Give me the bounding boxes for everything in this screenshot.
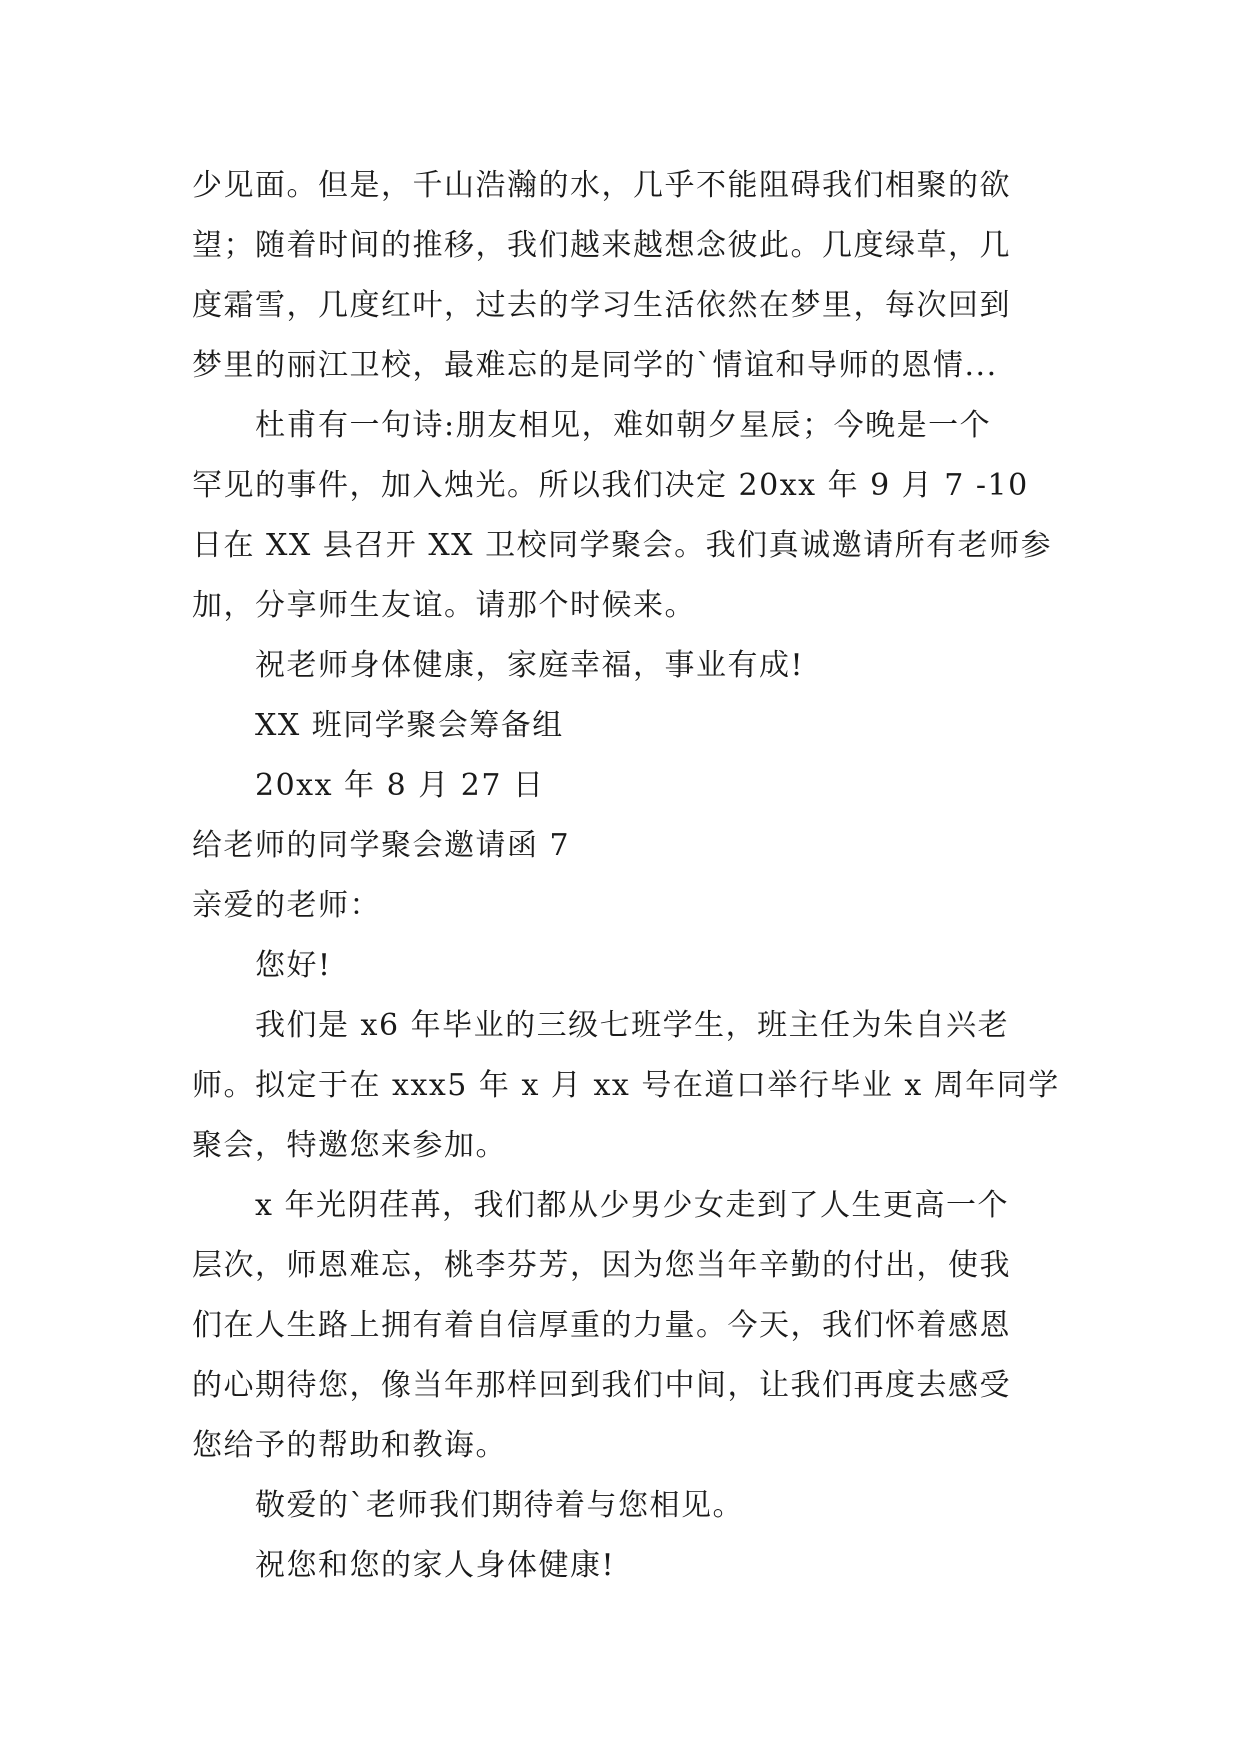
signature-date: 20xx 年 8 月 27 日 xyxy=(255,768,545,803)
closing-wish: 祝您和您的家人身体健康! xyxy=(255,1548,616,1583)
paragraph-line: 的心期待您，像当年那样回到我们中间，让我们再度去感受 xyxy=(192,1368,1011,1403)
paragraph-line: 罕见的事件，加入烛光。所以我们决定 20xx 年 9 月 7 -10 xyxy=(192,468,1029,503)
paragraph-line: 您给予的帮助和教诲。 xyxy=(192,1428,507,1463)
paragraph-line: 聚会，特邀您来参加。 xyxy=(192,1128,507,1163)
paragraph-line: 梦里的丽江卫校，最难忘的是同学的`情谊和导师的恩情... xyxy=(192,348,998,383)
paragraph-line: 日在 XX 县召开 XX 卫校同学聚会。我们真诚邀请所有老师参 xyxy=(192,528,1053,563)
paragraph-line: 少见面。但是，千山浩瀚的水，几乎不能阻碍我们相聚的欲 xyxy=(192,168,1011,203)
greeting: 您好! xyxy=(255,948,332,983)
signature-organizer: XX 班同学聚会筹备组 xyxy=(255,708,564,743)
section-heading: 给老师的同学聚会邀请函 7 xyxy=(192,828,571,863)
paragraph-line: x 年光阴荏苒，我们都从少男少女走到了人生更高一个 xyxy=(255,1188,1009,1223)
paragraph-line: 层次，师恩难忘，桃李芬芳，因为您当年辛勤的付出，使我 xyxy=(192,1248,1011,1283)
paragraph-line: 望；随着时间的推移，我们越来越想念彼此。几度绿草，几 xyxy=(192,228,1011,263)
closing-wish: 祝老师身体健康，家庭幸福，事业有成! xyxy=(255,648,805,683)
paragraph-line: 杜甫有一句诗:朋友相见，难如朝夕星辰；今晚是一个 xyxy=(255,408,992,443)
letter-body xyxy=(192,156,1072,1596)
paragraph-line: 敬爱的`老师我们期待着与您相见。 xyxy=(255,1488,744,1523)
paragraph-line: 师。拟定于在 xxx5 年 x 月 xx 号在道口举行毕业 x 周年同学 xyxy=(192,1068,1060,1103)
paragraph-line: 我们是 x6 年毕业的三级七班学生，班主任为朱自兴老 xyxy=(255,1008,1010,1043)
paragraph-line: 度霜雪，几度红叶，过去的学习生活依然在梦里，每次回到 xyxy=(192,288,1011,323)
paragraph-line: 们在人生路上拥有着自信厚重的力量。今天，我们怀着感恩 xyxy=(192,1308,1011,1343)
salutation: 亲爱的老师： xyxy=(192,888,381,923)
paragraph-line: 加，分享师生友谊。请那个时候来。 xyxy=(192,588,696,623)
